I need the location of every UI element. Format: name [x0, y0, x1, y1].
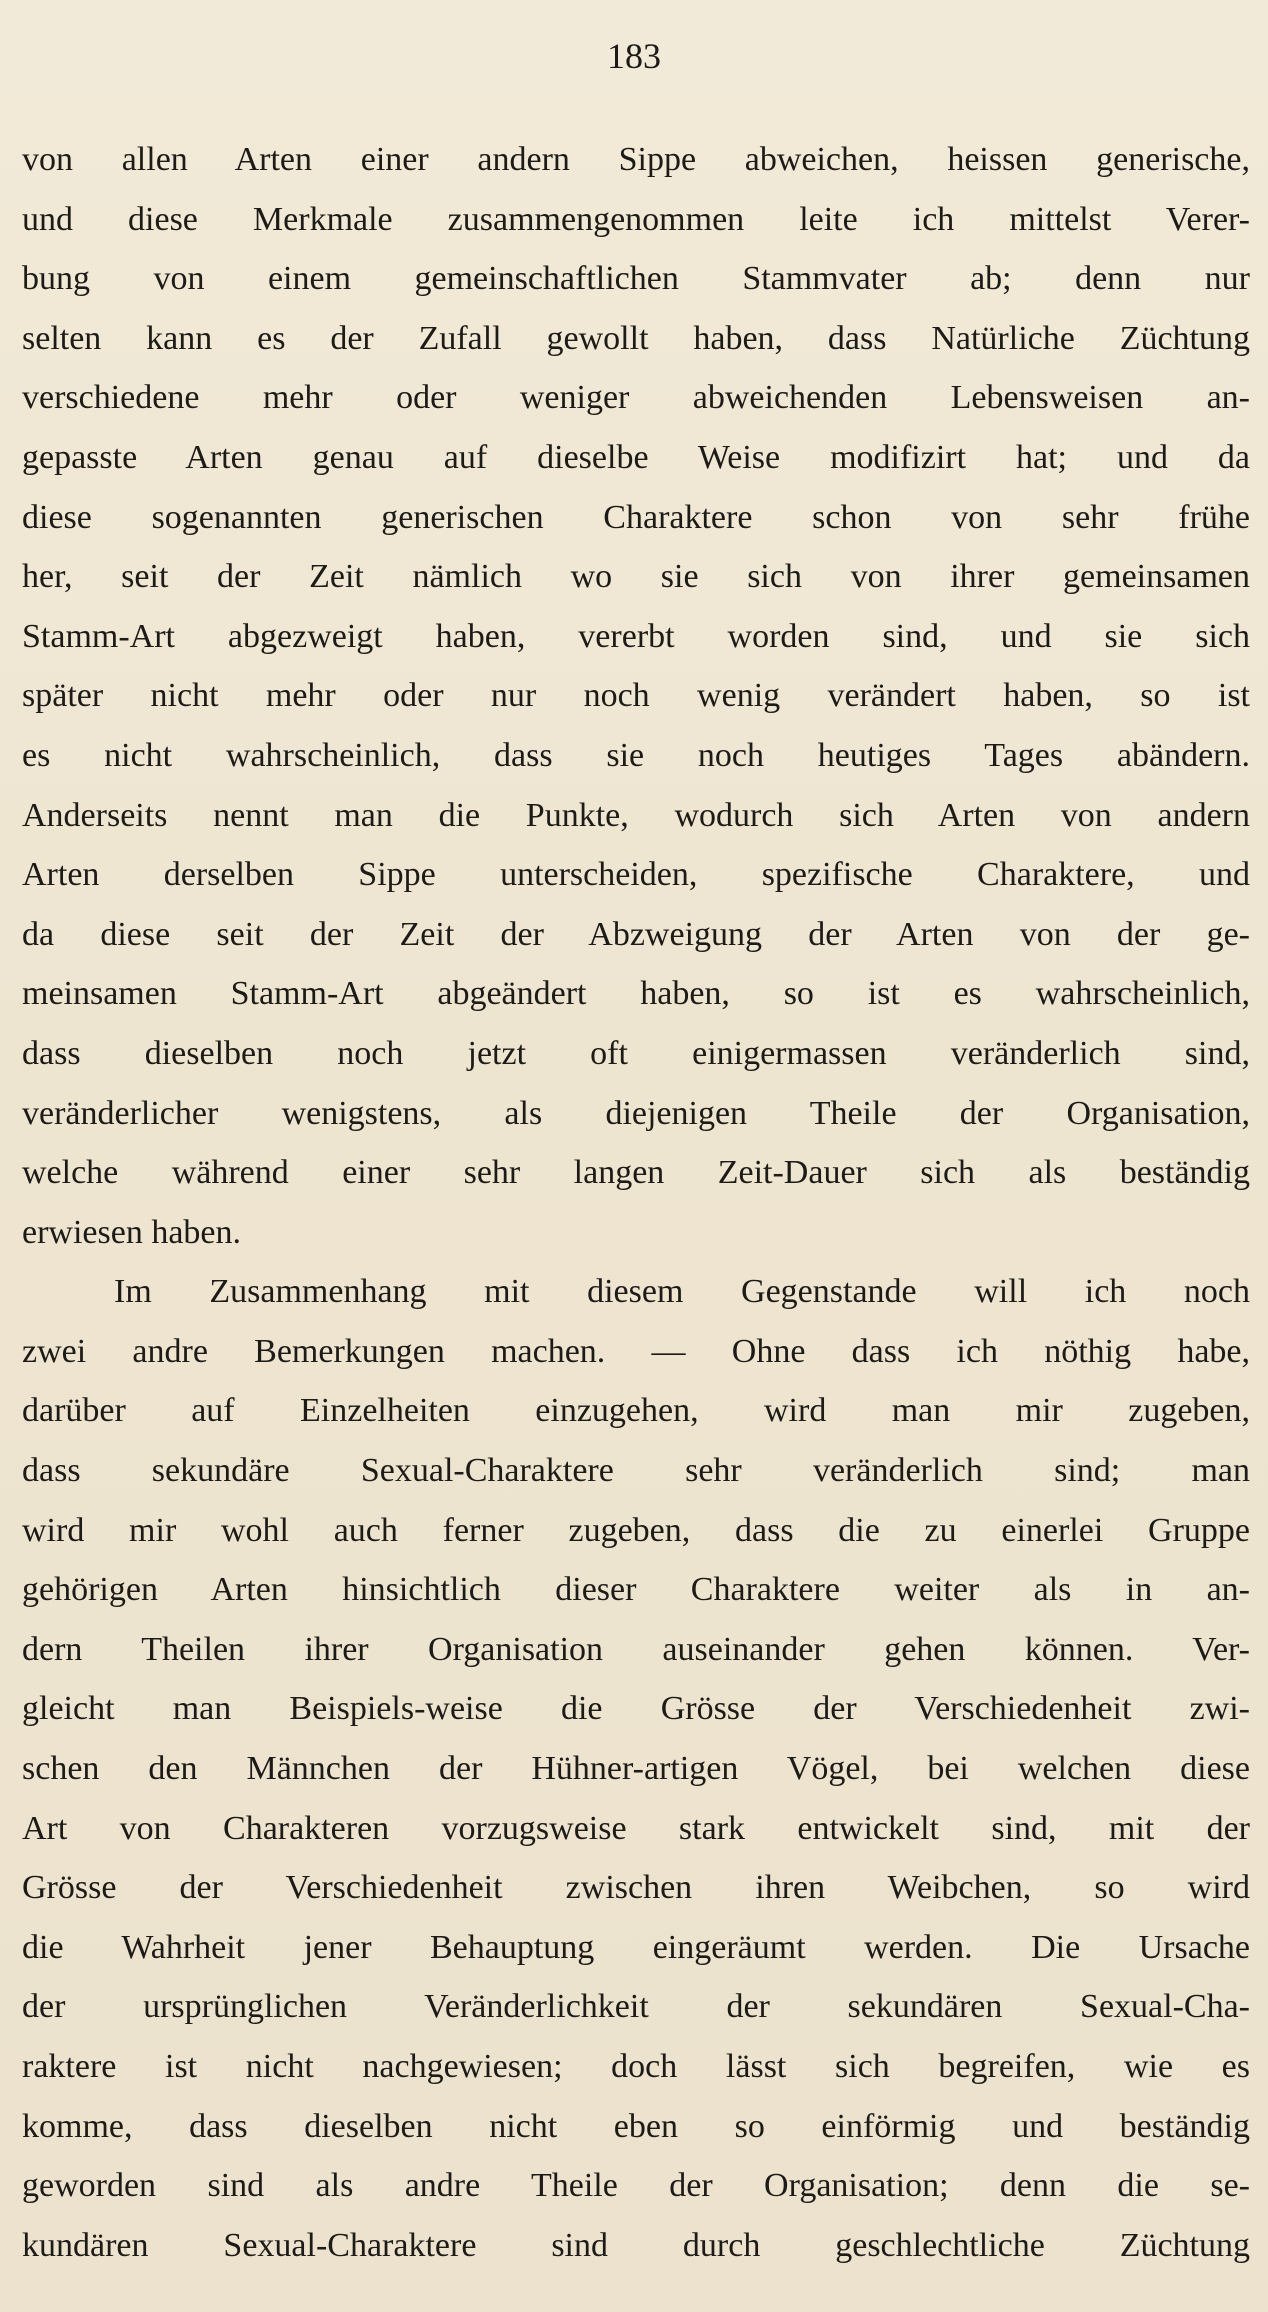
text-line: komme, dass dieselben nicht eben so einförmig und beständig	[22, 2107, 1250, 2145]
text-line: darüber auf Einzelheiten einzugehen, wird man mir zugeben,	[22, 1392, 1250, 1430]
text-line: selten kann es der Zufall gewollt haben, dass Natürliche Züchtung	[22, 319, 1250, 357]
text-line: der ursprünglichen Veränderlichkeit der sekundären Sexual-Cha-	[22, 1988, 1250, 2026]
page-number: 183	[607, 36, 661, 76]
text-line: Stamm-Art abgezweigt haben, vererbt worden sind, und sie sich	[22, 617, 1250, 655]
text-line: bung von einem gemeinschaftlichen Stammvater ab; denn nur	[22, 260, 1250, 298]
text-line: diese sogenannten generischen Charaktere schon von sehr frühe	[22, 498, 1250, 536]
text-line: wird mir wohl auch ferner zugeben, dass die zu einerlei Gruppe	[22, 1511, 1250, 1549]
text-line: da diese seit der Zeit der Abzweigung der Arten von der ge-	[22, 915, 1250, 953]
text-line: zwei andre Bemerkungen machen. — Ohne dass ich nöthig habe,	[22, 1332, 1250, 1370]
text-line: veränderlicher wenigstens, als diejenigen Theile der Organisation,	[22, 1094, 1250, 1132]
text-line: Arten derselben Sippe unterscheiden, spezifische Charaktere, und	[22, 856, 1250, 894]
text-line: und diese Merkmale zusammengenommen leite ich mittelst Verer-	[22, 200, 1250, 238]
text-line: Anderseits nennt man die Punkte, wodurch sich Arten von andern	[22, 796, 1250, 834]
text-line: Grösse der Verschiedenheit zwischen ihren Weibchen, so wird	[22, 1869, 1250, 1907]
text-line: dass dieselben noch jetzt oft einigermassen veränderlich sind,	[22, 1034, 1250, 1072]
text-line: Art von Charakteren vorzugsweise stark entwickelt sind, mit der	[22, 1809, 1250, 1847]
text-line: raktere ist nicht nachgewiesen; doch lässt sich begreifen, wie es	[22, 2048, 1250, 2085]
text-line: schen den Männchen der Hühner-artigen Vögel, bei welchen diese	[22, 1750, 1250, 1788]
text-line: her, seit der Zeit nämlich wo sie sich von ihrer gemeinsamen	[22, 558, 1250, 596]
text-line: verschiedene mehr oder weniger abweichenden Lebensweisen an-	[22, 379, 1250, 417]
text-line: dass sekundäre Sexual-Charaktere sehr veränderlich sind; man	[22, 1452, 1250, 1490]
text-line: später nicht mehr oder nur noch wenig verändert haben, so ist	[22, 677, 1250, 715]
text-line: gepasste Arten genau auf dieselbe Weise modifizirt hat; und da	[22, 438, 1250, 476]
text-line: gleicht man Beispiels-weise die Grösse der Verschiedenheit zwi-	[22, 1690, 1250, 1728]
text-line: kundären Sexual-Charaktere sind durch geschlechtliche Züchtung	[22, 2226, 1250, 2264]
text-line: dern Theilen ihrer Organisation auseinander gehen können. Ver-	[22, 1630, 1250, 1668]
body-text	[22, 130, 1250, 2275]
text-line: von allen Arten einer andern Sippe abweichen, heissen generische,	[22, 141, 1250, 178]
text-line: gehörigen Arten hinsichtlich dieser Charaktere weiter als in an-	[22, 1571, 1250, 1609]
text-line: erwiesen haben.	[22, 1213, 242, 1251]
text-line: die Wahrheit jener Behauptung eingeräumt werden. Die Ursache	[22, 1928, 1250, 1966]
text-line: geworden sind als andre Theile der Organisation; denn die se-	[22, 2167, 1250, 2205]
text-line: meinsamen Stamm-Art abgeändert haben, so ist es wahrscheinlich,	[22, 975, 1250, 1013]
text-line: Im Zusammenhang mit diesem Gegenstande will ich noch	[114, 1273, 1250, 1311]
text-line: welche während einer sehr langen Zeit-Dauer sich als beständig	[22, 1154, 1250, 1192]
text-line: es nicht wahrscheinlich, dass sie noch heutiges Tages abändern.	[22, 736, 1250, 774]
